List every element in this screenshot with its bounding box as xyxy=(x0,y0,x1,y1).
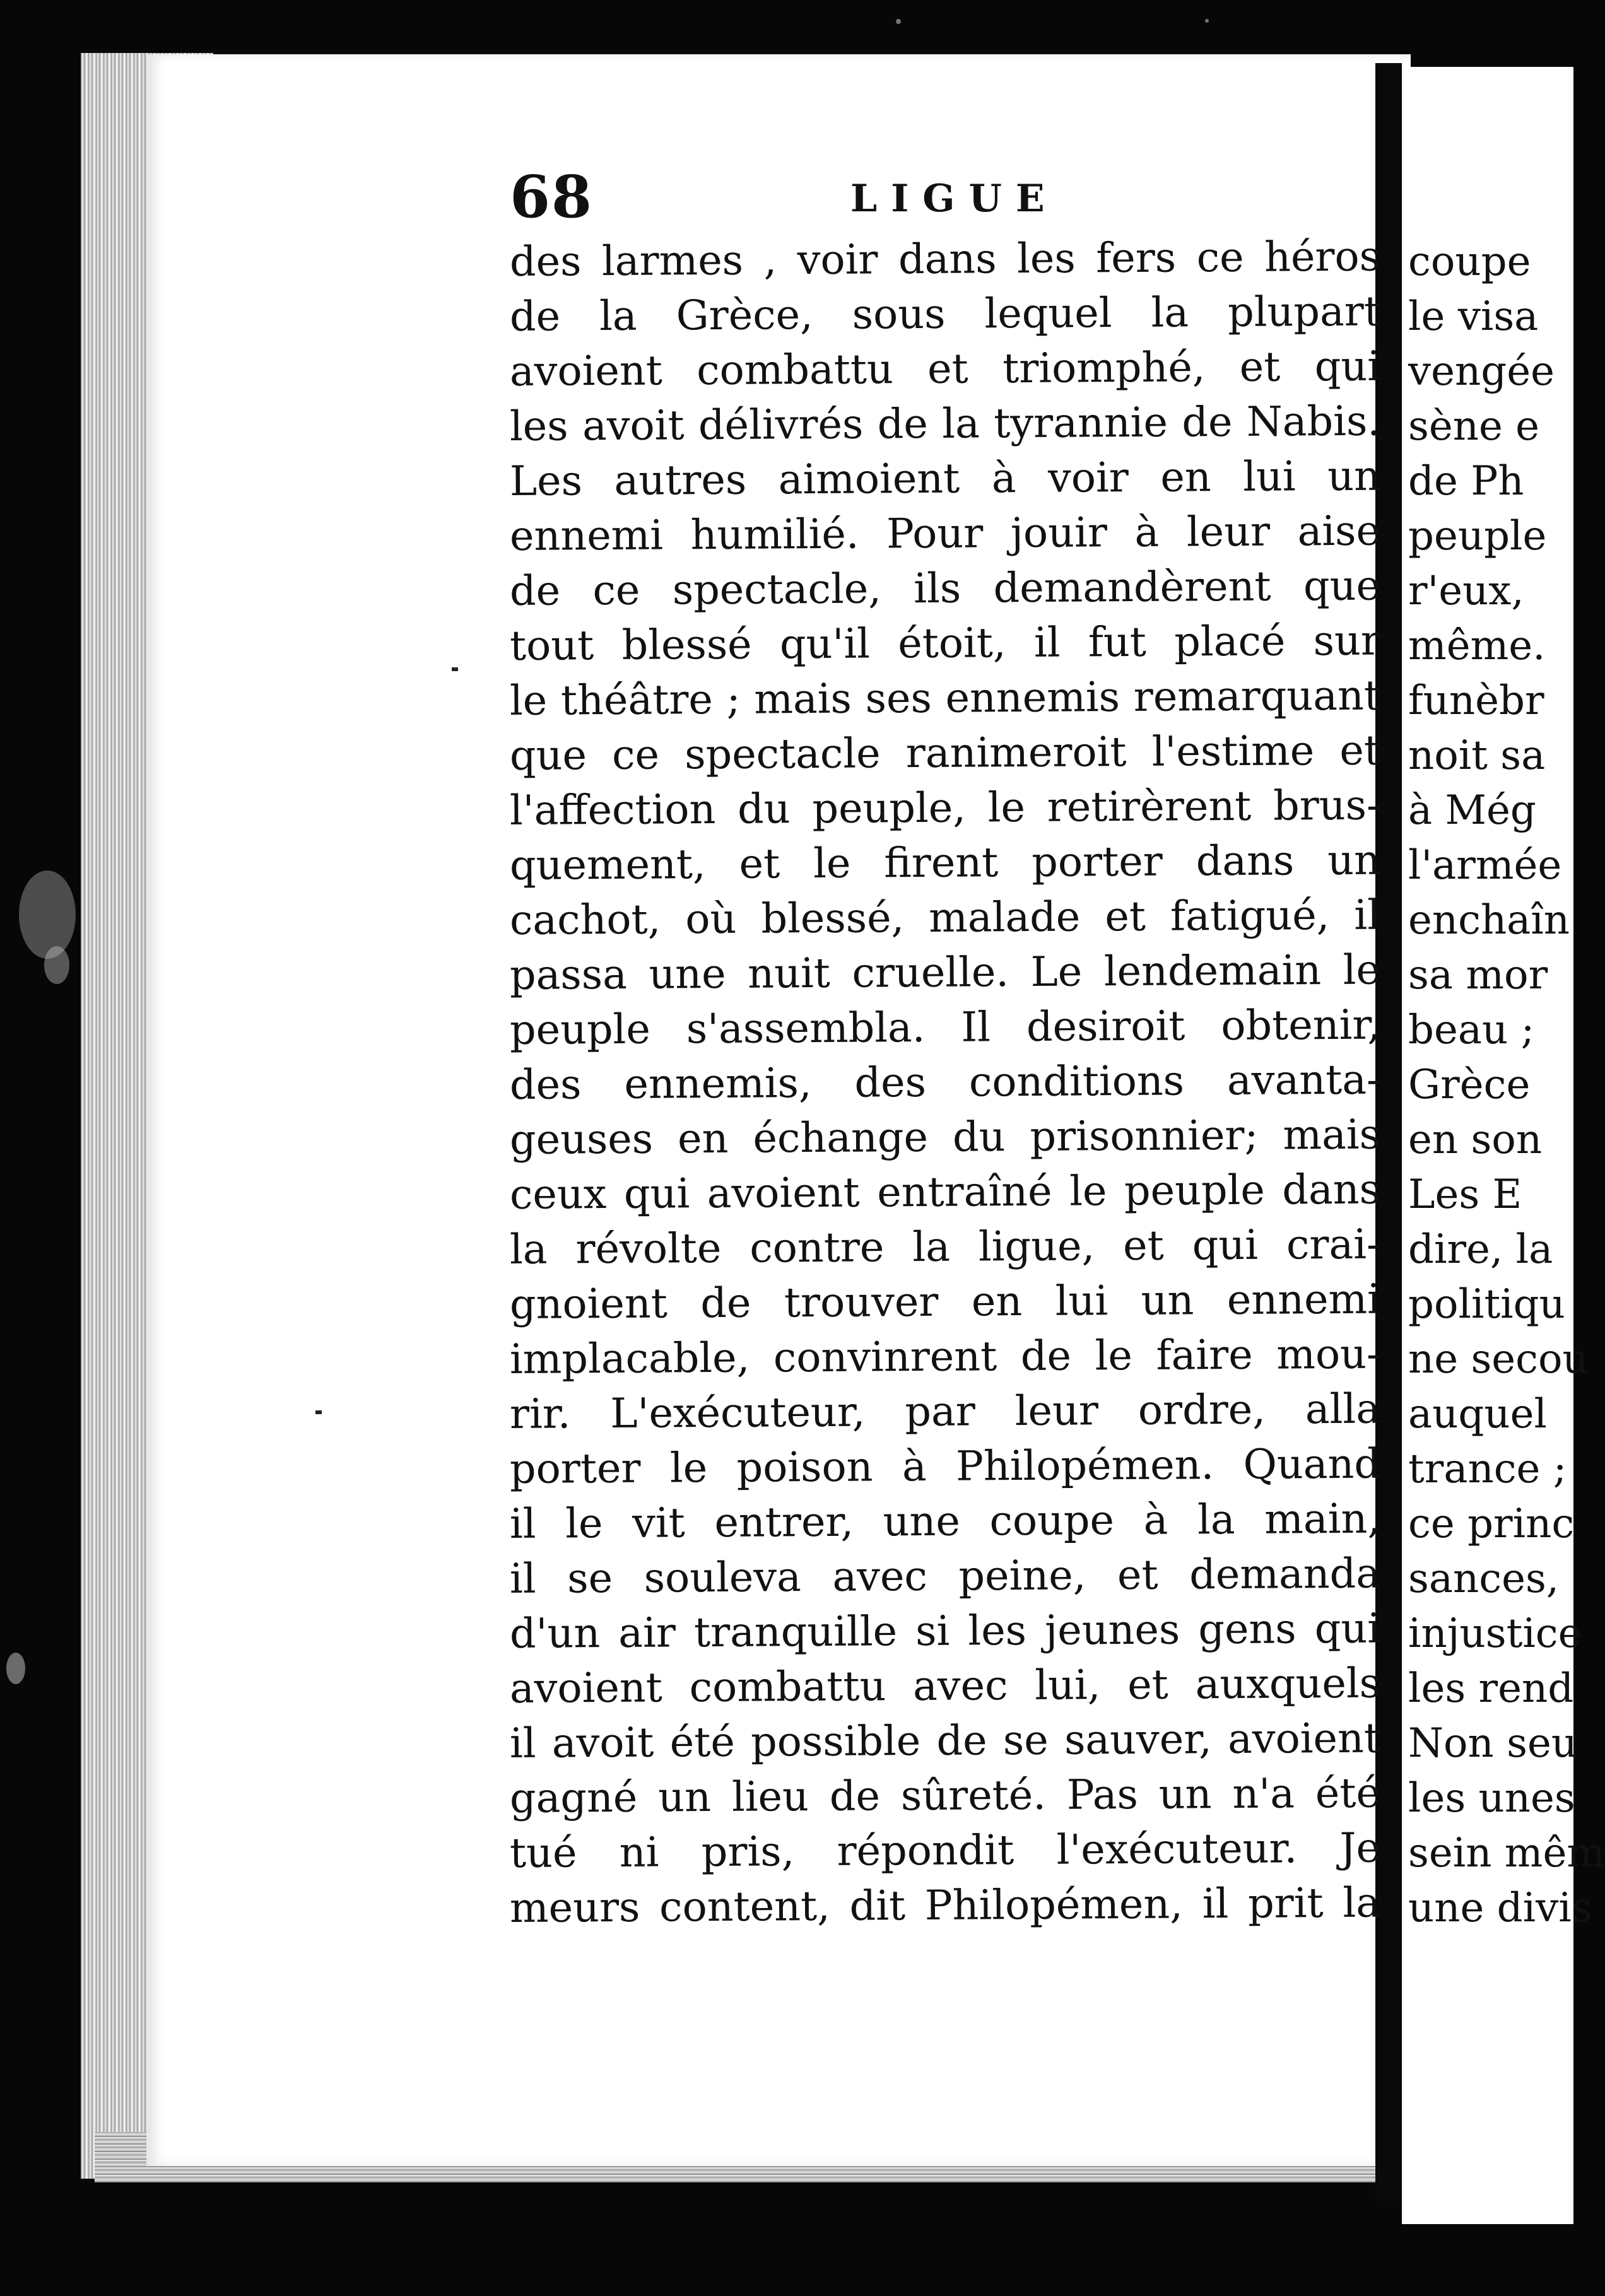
facing-text-line: en son xyxy=(1408,1116,1543,1163)
scan-speck xyxy=(19,870,76,959)
text-line: de la Grèce, sous lequel la plupart xyxy=(509,288,1381,341)
text-line: avoient combattu et triomphé, et qui xyxy=(509,343,1381,395)
text-line: il avoit été possible de se sauver, avoient xyxy=(509,1714,1381,1767)
facing-text-line: ce princ xyxy=(1408,1501,1575,1547)
facing-text-line: vengée xyxy=(1408,348,1555,395)
facing-text-line: enchaîn xyxy=(1408,897,1570,944)
facing-text-line: les rend xyxy=(1408,1665,1574,1712)
margin-mark xyxy=(315,1410,322,1414)
facing-text-line: sa mor xyxy=(1408,952,1548,999)
text-line: que ce spectacle ranimeroit l'estime et xyxy=(509,727,1381,780)
facing-text-line: ne secou xyxy=(1408,1336,1589,1383)
facing-text-line: coupe xyxy=(1408,238,1531,285)
facing-text-line: même. xyxy=(1408,623,1546,669)
facing-text-line: injustice xyxy=(1408,1610,1582,1657)
text-line: il le vit entrer, une coupe à la main, xyxy=(509,1495,1381,1548)
text-line: meurs content, dit Philopémen, il prit la xyxy=(509,1879,1381,1932)
text-line: peuple s'assembla. Il desiroit obtenir, xyxy=(509,1001,1381,1054)
text-line: implacable, convinrent de le faire mou- xyxy=(509,1330,1381,1383)
facing-text-line: une divis xyxy=(1408,1885,1592,1931)
text-line: porter le poison à Philopémen. Quand xyxy=(509,1440,1381,1493)
facing-text-line: trance ; xyxy=(1408,1446,1567,1492)
text-line: des ennemis, des conditions avanta- xyxy=(509,1056,1381,1109)
text-line: tué ni pris, répondit l'exécuteur. Je xyxy=(509,1824,1381,1877)
text-line: passa une nuit cruelle. Le lendemain le xyxy=(509,946,1381,999)
text-line: les avoit délivrés de la tyrannie de Nabis. xyxy=(509,397,1381,450)
text-line: tout blessé qu'il étoit, il fut placé sur xyxy=(509,617,1381,670)
facing-page-text xyxy=(1408,235,1605,1936)
facing-text-line: Grèce xyxy=(1408,1062,1531,1108)
scan-speck xyxy=(1205,19,1209,23)
facing-text-line: sances, xyxy=(1408,1555,1560,1602)
text-line: d'un air tranquille si les jeunes gens qui xyxy=(509,1605,1381,1658)
facing-text-line: de Ph xyxy=(1408,458,1524,505)
facing-text-line: Les E xyxy=(1408,1171,1522,1218)
text-line: le théâtre ; mais ses ennemis remarquant xyxy=(509,672,1381,725)
text-line: geuses en échange du prisonnier; mais xyxy=(509,1111,1381,1164)
margin-mark xyxy=(452,667,458,671)
facing-text-line: sène e xyxy=(1408,403,1540,450)
text-line: de ce spectacle, ils demandèrent que xyxy=(509,562,1381,615)
text-line: ennemi humilié. Pour jouir à leur aise xyxy=(509,507,1381,560)
text-line: quement, et le firent porter dans un xyxy=(509,836,1381,889)
text-line: des larmes , voir dans les fers ce héros xyxy=(509,233,1381,286)
facing-text-line: Non seu xyxy=(1408,1720,1578,1767)
text-line: rir. L'exécuteur, par leur ordre, alla xyxy=(509,1385,1381,1438)
facing-text-line: noit sa xyxy=(1408,732,1546,779)
facing-text-line: peuple xyxy=(1408,513,1547,559)
text-line: Les autres aimoient à voir en lui un xyxy=(509,452,1381,505)
text-line: il se souleva avec peine, et demanda xyxy=(509,1550,1381,1603)
text-line: avoient combattu avec lui, et auxquels xyxy=(509,1660,1381,1713)
text-line: gnoient de trouver en lui un ennemi xyxy=(509,1275,1381,1328)
scan-speck xyxy=(44,946,69,984)
facing-text-line: les unes xyxy=(1408,1775,1575,1822)
facing-text-line: r'eux, xyxy=(1408,568,1524,614)
facing-text-line: sein mêm xyxy=(1408,1830,1605,1877)
text-line: la révolte contre la ligue, et qui crai- xyxy=(509,1221,1381,1274)
facing-text-line: funèbr xyxy=(1408,677,1544,724)
scan-speck xyxy=(896,19,901,24)
facing-text-line: politiqu xyxy=(1408,1281,1565,1328)
facing-text-line: auquel xyxy=(1408,1391,1547,1438)
page-number: 68 xyxy=(510,163,594,231)
facing-text-line: beau ; xyxy=(1408,1007,1535,1053)
facing-text-line: le visa xyxy=(1408,293,1539,340)
page-header xyxy=(510,163,1380,231)
text-line: ceux qui avoient entraîné le peuple dans xyxy=(509,1166,1381,1219)
scan-speck xyxy=(6,1653,25,1684)
text-line: l'affection du peuple, le retirèrent brus- xyxy=(509,782,1381,835)
facing-text-line: à Még xyxy=(1408,787,1536,834)
running-title: LIGUE xyxy=(850,177,1059,221)
facing-text-line: dire, la xyxy=(1408,1226,1553,1273)
text-line: gagné un lieu de sûreté. Pas un n'a été xyxy=(509,1769,1381,1822)
text-line: cachot, où blessé, malade et fatigué, il xyxy=(509,891,1381,944)
body-text xyxy=(510,235,1380,1936)
facing-text-line: l'armée xyxy=(1408,842,1562,889)
